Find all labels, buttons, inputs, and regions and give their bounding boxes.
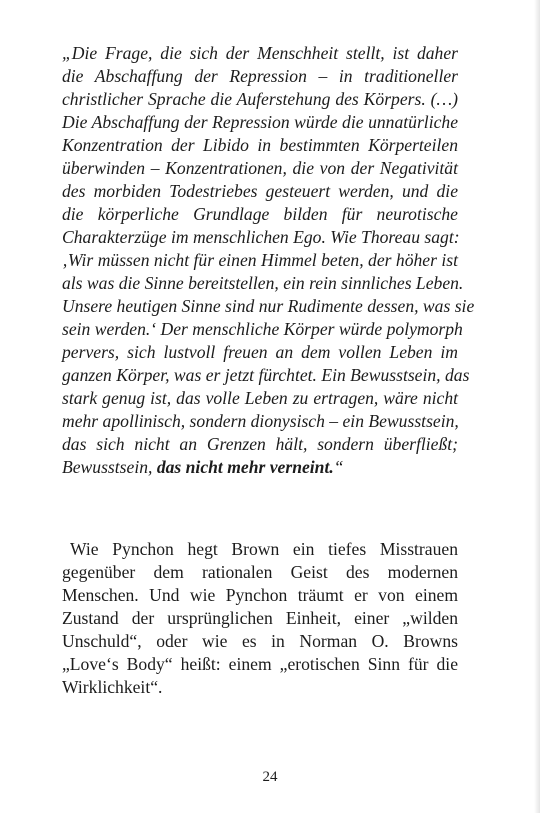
body-paragraph [62,538,458,699]
quote-line: ‚Wir müssen nicht für einen Himmel beten, der höher ist [62,250,458,270]
quote-line: die Abschaffung der Repression – in traditioneller [62,66,458,86]
quote-line: mehr apollinisch, sondern dionysisch – ein Bewusstsein, [62,411,459,431]
page-edge-shadow [534,0,540,813]
quote-line: stark genug ist, das volle Leben zu ertragen, wäre nicht [62,388,458,408]
quote-final-prefix: Bewusstsein, [62,457,157,477]
quote-line: überwinden – Konzentrationen, die von der Negativität [62,158,458,178]
quote-line: Unsere heutigen Sinne sind nur Rudimente dessen, was sie [62,296,475,316]
body-line: gegenüber dem rationalen Geist des modernen [62,562,458,582]
quote-line: „Die Frage, die sich der Menschheit stellt, ist daher [62,43,458,63]
page-number: 24 [262,769,278,785]
quote-line: als was die Sinne bereitstellen, ein rein sinnliches Leben. [62,273,464,293]
quote-final-line [62,456,458,479]
quote-line: des morbiden Todestriebes gesteuert werden, und die [62,181,458,201]
quote-bold-emphasis: das nicht mehr verneint. [156,457,334,477]
quote-closing-mark: “ [333,457,344,477]
body-line: Zustand der ursprünglichen Einheit, einer „wilden [62,608,458,628]
body-line: Wie Pynchon hegt Brown ein tiefes Misstrauen [70,539,458,559]
quote-line: die körperliche Grundlage bilden für neurotische [62,204,458,224]
quote-line: Konzentration der Libido in bestimmten Körperteilen [62,135,458,155]
quote-line: pervers, sich lustvoll freuen an dem vollen Leben im [62,342,458,362]
quote-line: Die Abschaffung der Repression würde die unnatürliche [62,112,458,132]
block-quote [62,42,475,479]
quote-line: christlicher Sprache die Auferstehung des Körpers. (…) [62,89,458,109]
body-line: „Love‘s Body“ heißt: einem „erotischen Sinn für die [62,654,458,674]
quote-line: das sich nicht an Grenzen hält, sondern überfließt; [62,434,458,454]
body-line: Menschen. Und wie Pynchon träumt er von einem [62,585,458,605]
body-line: Wirklichkeit“. [62,677,163,697]
quote-line: ganzen Körper, was er jetzt fürchtet. Ein Bewusstsein, das [62,365,470,385]
body-line: Unschuld“, oder wie es in Norman O. Browns [62,631,458,651]
quote-line: Charakterzüge im menschlichen Ego. Wie Thoreau sagt: [62,227,460,247]
quote-line: sein werden.‘ Der menschliche Körper würde polymorph [62,319,463,339]
